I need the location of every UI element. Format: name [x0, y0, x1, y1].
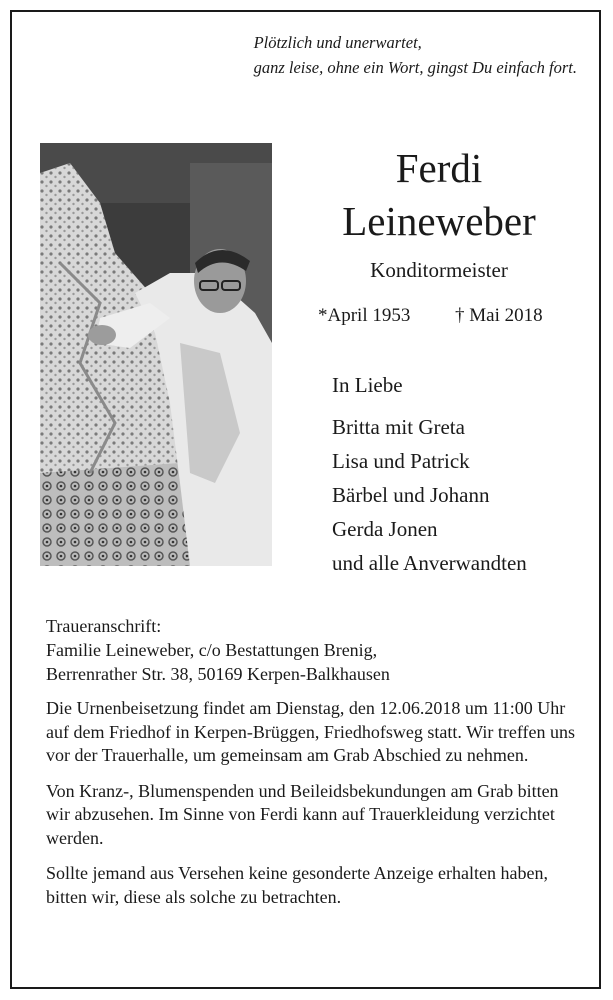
address-line: Berrenrather Str. 38, 50169 Kerpen-Balkhausen [46, 664, 390, 684]
mourning-address [46, 614, 576, 686]
mourner-name: Britta mit Greta [332, 415, 465, 439]
motto-line: ganz leise, ohne ein Wort, gingst Du einfach fort. [253, 58, 577, 77]
address-label: Traueranschrift: [46, 616, 162, 636]
deceased-last-name: Leineweber [342, 198, 536, 244]
motto-quote [254, 30, 577, 80]
mourner-name: Bärbel und Johann [332, 483, 490, 507]
death-date: † Mai 2018 [455, 305, 543, 326]
funeral-paragraph: Die Urnenbeisetzung findet am Dienstag, den 12.06.2018 um 11:00 Uhr auf dem Friedhof in Kerpen-Brüggen, Friedhofsweg statt. Wir treffen uns vor der Trauerhalle, um gemeinsam am Grab Abschied zu nehmen. [46, 698, 575, 765]
portrait-photo-image [40, 143, 272, 566]
mourner-name: und alle Anverwandten [332, 551, 527, 575]
motto-line: Plötzlich und unerwartet, [253, 33, 422, 52]
mourner-name: Gerda Jonen [332, 517, 438, 541]
mourners-list [332, 368, 527, 580]
deceased-first-name: Ferdi [395, 145, 483, 191]
mourners-intro: In Liebe [332, 373, 403, 397]
address-line: Familie Leineweber, c/o Bestattungen Brenig, [46, 640, 378, 660]
notice-paragraph: Sollte jemand aus Versehen keine gesonderte Anzeige erhalten haben, bitten wir, diese als solche zu betrachten. [46, 863, 548, 907]
portrait-photo [40, 143, 272, 566]
deceased-profession: Konditormeister [370, 258, 508, 282]
notice-details [46, 614, 576, 921]
mourner-name: Lisa und Patrick [332, 449, 470, 473]
birth-date: *April 1953 [318, 305, 411, 326]
wreaths-paragraph: Von Kranz-, Blumenspenden und Beileidsbekundungen am Grab bitten wir abzusehen. Im Sinne von Ferdi kann auf Trauerkleidung verzichtet werden. [46, 780, 559, 848]
